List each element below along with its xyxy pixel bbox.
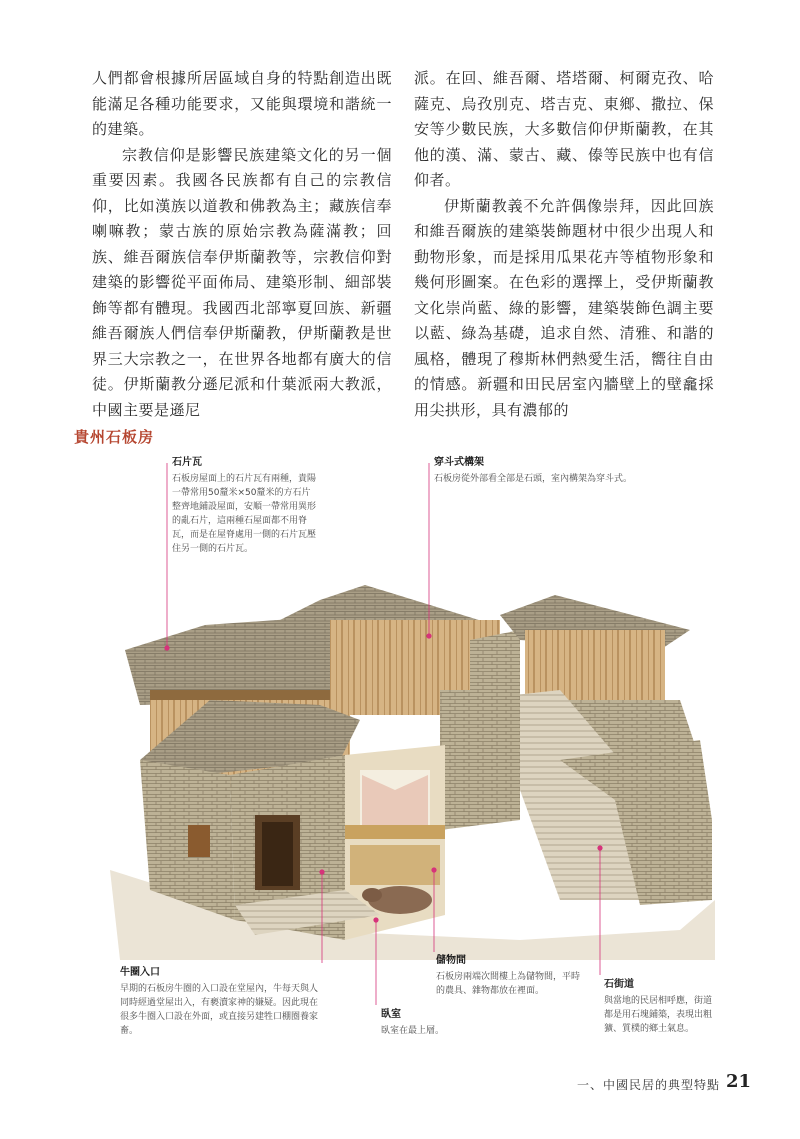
- callout-title: 石街道: [604, 979, 634, 990]
- paragraph: 派。在回、維吾爾、塔塔爾、柯爾克孜、哈薩克、烏孜別克、塔吉克、東鄉、撒拉、保安等少數民族，大多數信仰伊斯蘭教，在其他的漢、滿、蒙古、藏、傣等民族中也有信仰者。: [414, 69, 714, 189]
- callout-body: 早期的石板房牛圈的入口設在堂屋內，牛每天與人同時經過堂屋出入，有褻瀆家神的嫌疑。因此現在很多牛圈入口設在外面，或直接另建牲口棚圈養家畜。: [120, 984, 319, 1036]
- page-number: 21: [726, 1071, 752, 1092]
- callout-body: 石板房兩端次間樓上為儲物間，平時的農具、雜物都放在裡面。: [436, 972, 581, 996]
- callout-stone-roof-tiles: [172, 456, 317, 556]
- callout-body: 石板房屋面上的石片瓦有兩種，貴陽一帶常用50釐米×50釐米的方石片整齊地鋪設屋面，安順一帶常用異形的亂石片，這兩種石屋面都不用脊瓦，而是在屋脊處用一側的石片瓦壓住另一側的石片瓦。: [172, 474, 317, 554]
- callout-storage-room: [436, 954, 586, 998]
- callout-body: 石板房從外部看全部是石頭，室內構架為穿斗式。: [434, 474, 633, 484]
- callout-bedroom: [381, 1008, 501, 1038]
- doorway: [262, 822, 293, 886]
- callout-title: 臥室: [381, 1009, 401, 1020]
- stone-wall-middle: [440, 690, 520, 830]
- section-title: 貴州石板房: [74, 428, 155, 446]
- paragraph: 伊斯蘭教義不允許偶像崇拜，因此回族和維吾爾族的建築裝飾題材中很少出現人和動物形象，而是採用瓜果花卉等植物形象和幾何形圖案。在色彩的選擇上，受伊斯蘭教文化崇尚藍、綠的影響，建築裝飾色調主要以藍、綠為基礎，追求自然、清雅、和諧的風格，體現了穆斯林們熱愛生活，嚮往自由的情感。新疆和田民居室內牆壁上的壁龕採用尖拱形，具有濃郁的: [414, 196, 714, 419]
- callout-title: 牛圈入口: [120, 967, 160, 978]
- callout-title: 穿斗式構架: [434, 457, 484, 468]
- paragraph: 人們都會根據所居區域自身的特點創造出既能滿足各種功能要求，又能與環境和諧統一的建築。: [92, 69, 392, 138]
- callout-stone-street: [604, 978, 714, 1036]
- window: [188, 825, 210, 857]
- callout-body: 與當地的民居相呼應，街道都是用石塊鋪築，表現出粗獷、質樸的鄉土氣息。: [604, 996, 713, 1034]
- callout-title: 石片瓦: [172, 457, 202, 468]
- callout-body: 臥室在最上層。: [381, 1026, 445, 1036]
- callout-cattle-pen-entrance: [120, 966, 320, 1038]
- paragraph: 宗教信仰是影響民族建築文化的另一個重要因素。我國各民族都有自己的宗教信仰，比如漢族以道教和佛教為主；藏族信奉喇嘛教；蒙古族的原始宗教為薩滿教；回族、維吾爾族信奉伊斯蘭教等，宗教信仰對建築的影響從平面佈局、建築形制、細部裝飾等都有體現。我國西北部寧夏回族、新疆維吾爾族人們信奉伊斯蘭教，伊斯蘭教是世界三大宗教之一，在世界各地都有廣大的信徒。伊斯蘭教分遜尼派和什葉派兩大教派，中國主要是遜尼: [92, 145, 392, 419]
- callout-title: 儲物間: [436, 955, 466, 966]
- running-footer: 一、中國民居的典型特點: [576, 1078, 720, 1092]
- callout-timber-frame: [434, 456, 674, 486]
